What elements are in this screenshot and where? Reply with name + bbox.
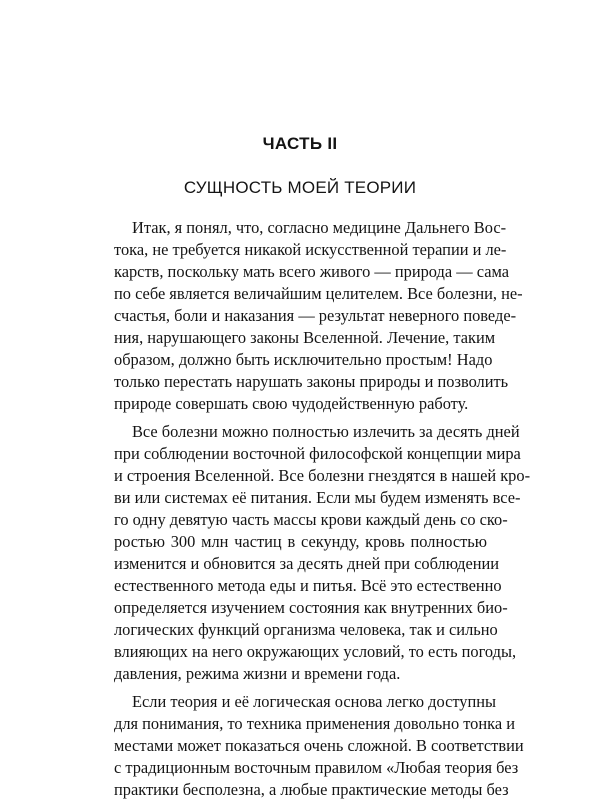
text-line: ви или системах её питания. Если мы будем изменять все-	[114, 488, 521, 507]
chapter-title: СУЩНОСТЬ МОЕЙ ТЕОРИИ	[183, 178, 417, 197]
text-line: для понимания, то техника применения довольно тонка и	[114, 714, 516, 733]
text-line: естественного метода еды и питья. Всё это естественно	[114, 576, 502, 595]
paragraph-1	[114, 217, 523, 415]
text-line: карств, поскольку мать всего живого — природа — сама	[114, 262, 509, 281]
text-line: логических функций организма человека, так и сильно	[114, 620, 498, 639]
text-line: Все болезни можно полностью излечить за десять дней	[132, 422, 520, 441]
text-line: местами может показаться очень сложной. В соответствии	[114, 736, 524, 755]
paragraph-2	[114, 421, 531, 685]
text-line: давления, режима жизни и времени года.	[114, 664, 401, 683]
text-line: ростью 300 млн частиц в секунду, кровь полностью	[114, 532, 487, 551]
text-line: образом, должно быть исключительно простым! Надо	[114, 350, 493, 369]
text-line: счастья, боли и наказания — результат неверного поведе-	[114, 306, 517, 325]
text-line: с традиционным восточным правилом «Любая теория без	[114, 758, 519, 777]
text-line: только перестать нарушать законы природы и позволить	[114, 372, 509, 391]
text-line: определяется изучением состояния как внутренних био-	[114, 598, 508, 617]
text-line: го одну девятую часть массы крови каждый день со ско-	[114, 510, 508, 529]
text-line: ния, нарушающего законы Вселенной. Лечение, таким	[114, 328, 496, 347]
text-line: по себе является величайшим целителем. Все болезни, не-	[114, 284, 523, 303]
text-line: природе совершать свою чудодейственную работу.	[114, 394, 469, 413]
text-line: изменится и обновится за десять дней при соблюдении	[114, 554, 500, 573]
text-line: практики бесполезна, а любые практические методы без	[114, 780, 509, 799]
text-line: влияющих на него окружающих условий, то есть погоды,	[114, 642, 517, 661]
text-line: и строения Вселенной. Все болезни гнездятся в нашей кро-	[114, 466, 531, 485]
text-line: Итак, я понял, что, согласно медицине Дальнего Вос-	[132, 218, 507, 237]
part-title: ЧАСТЬ II	[262, 134, 338, 153]
body-text	[114, 217, 531, 807]
text-line: тока, не требуется никакой искусственной терапии и ле-	[114, 240, 507, 259]
text-line: Если теория и её логическая основа легко доступны	[132, 692, 497, 711]
text-line: при соблюдении восточной философской концепции мира	[114, 444, 521, 463]
paragraph-3	[114, 691, 524, 801]
